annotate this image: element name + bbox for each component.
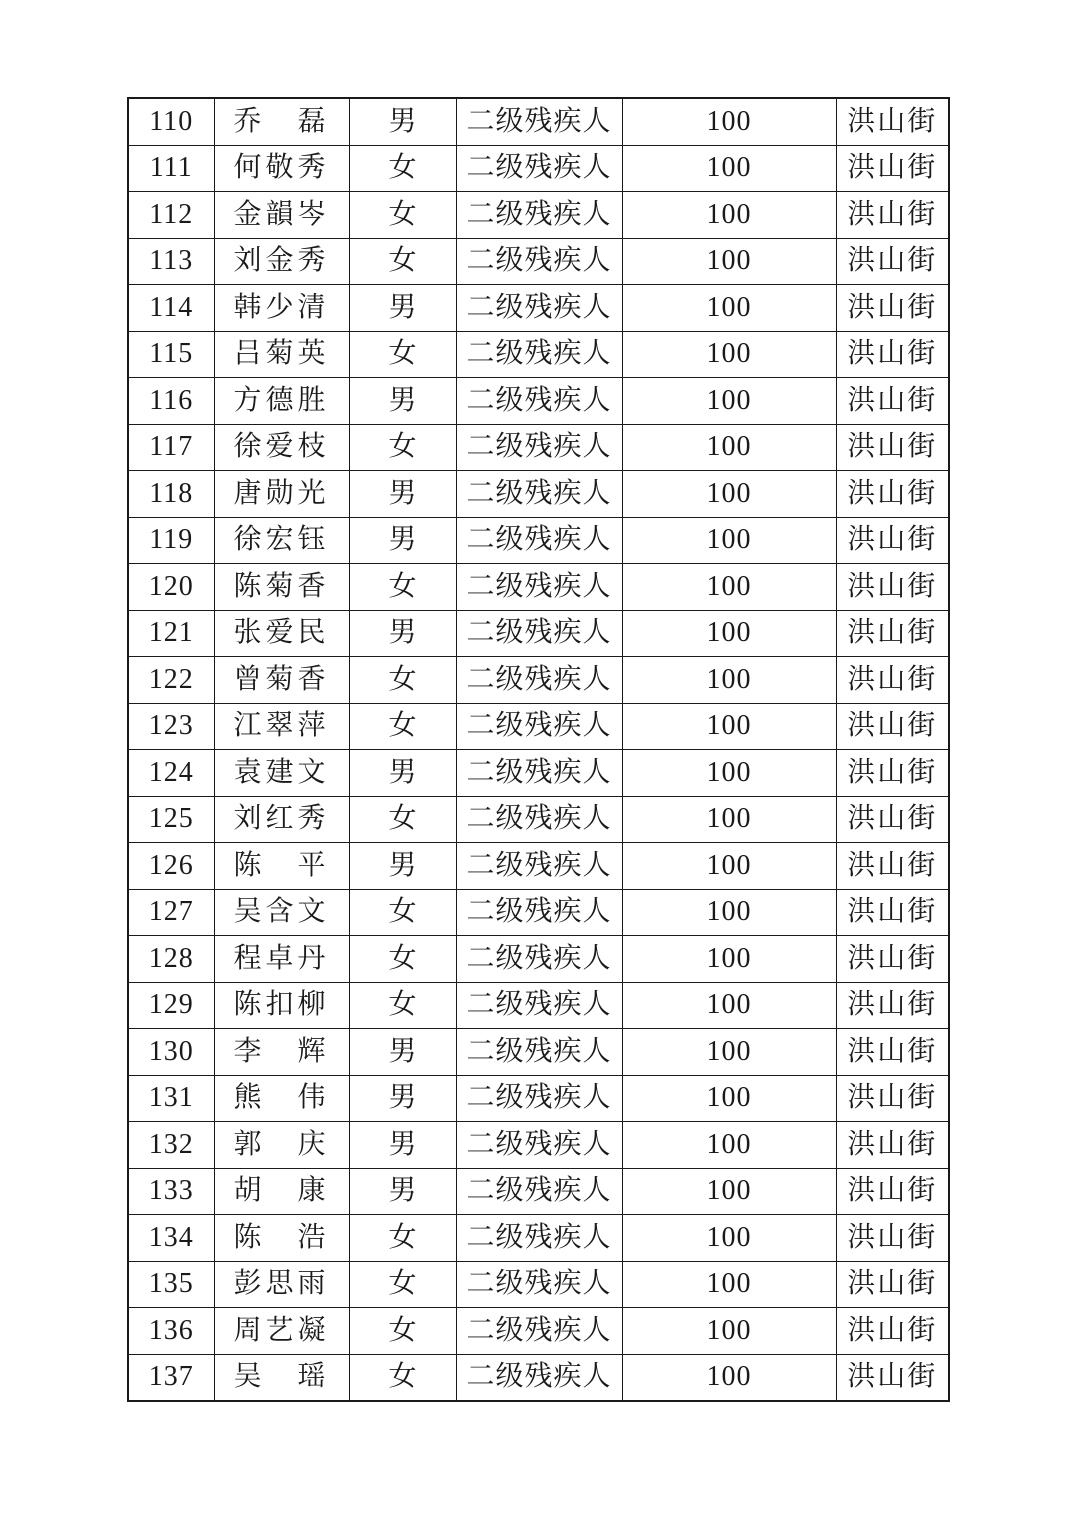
table-row — [128, 703, 949, 750]
table-row — [128, 1122, 949, 1169]
cell-amount: 100 — [622, 192, 836, 239]
cell-category: 二级残疾人 — [456, 378, 622, 425]
cell-amount: 100 — [622, 1122, 836, 1169]
cell-street: 洪山街 — [836, 471, 949, 518]
cell-amount: 100 — [622, 750, 836, 797]
table-row — [128, 1029, 949, 1076]
table-row — [128, 424, 949, 471]
cell-no: 129 — [128, 982, 214, 1029]
cell-no: 128 — [128, 936, 214, 983]
cell-gender: 女 — [349, 936, 456, 983]
table-row — [128, 1168, 949, 1215]
cell-no: 134 — [128, 1215, 214, 1262]
cell-amount: 100 — [622, 982, 836, 1029]
cell-street: 洪山街 — [836, 1261, 949, 1308]
cell-no: 122 — [128, 657, 214, 704]
table-row — [128, 98, 949, 145]
cell-category: 二级残疾人 — [456, 1168, 622, 1215]
table-row — [128, 1308, 949, 1355]
cell-name: 曾菊香 — [214, 657, 349, 704]
cell-category: 二级残疾人 — [456, 982, 622, 1029]
cell-amount: 100 — [622, 331, 836, 378]
cell-name: 刘金秀 — [214, 238, 349, 285]
cell-no: 137 — [128, 1354, 214, 1401]
cell-amount: 100 — [622, 889, 836, 936]
cell-category: 二级残疾人 — [456, 703, 622, 750]
cell-gender: 男 — [349, 1029, 456, 1076]
cell-category: 二级残疾人 — [456, 1075, 622, 1122]
table-row — [128, 1075, 949, 1122]
cell-street: 洪山街 — [836, 982, 949, 1029]
cell-name: 方德胜 — [214, 378, 349, 425]
cell-category: 二级残疾人 — [456, 1354, 622, 1401]
cell-street: 洪山街 — [836, 285, 949, 332]
cell-street: 洪山街 — [836, 1122, 949, 1169]
cell-gender: 女 — [349, 657, 456, 704]
cell-gender: 女 — [349, 145, 456, 192]
cell-category: 二级残疾人 — [456, 285, 622, 332]
cell-name: 陈菊香 — [214, 564, 349, 611]
cell-gender: 女 — [349, 889, 456, 936]
cell-gender: 男 — [349, 843, 456, 890]
cell-name: 乔 磊 — [214, 98, 349, 145]
cell-amount: 100 — [622, 98, 836, 145]
cell-street: 洪山街 — [836, 936, 949, 983]
cell-street: 洪山街 — [836, 192, 949, 239]
cell-category: 二级残疾人 — [456, 750, 622, 797]
cell-category: 二级残疾人 — [456, 98, 622, 145]
table-row — [128, 378, 949, 425]
table-row — [128, 610, 949, 657]
cell-category: 二级残疾人 — [456, 1029, 622, 1076]
cell-category: 二级残疾人 — [456, 889, 622, 936]
cell-street: 洪山街 — [836, 98, 949, 145]
table-row — [128, 331, 949, 378]
cell-amount: 100 — [622, 564, 836, 611]
cell-amount: 100 — [622, 843, 836, 890]
cell-amount: 100 — [622, 285, 836, 332]
cell-street: 洪山街 — [836, 1029, 949, 1076]
cell-amount: 100 — [622, 378, 836, 425]
cell-no: 111 — [128, 145, 214, 192]
cell-no: 132 — [128, 1122, 214, 1169]
cell-no: 110 — [128, 98, 214, 145]
cell-amount: 100 — [622, 796, 836, 843]
cell-no: 118 — [128, 471, 214, 518]
recipients-table — [127, 97, 950, 1402]
table-row — [128, 1215, 949, 1262]
cell-name: 周艺凝 — [214, 1308, 349, 1355]
cell-street: 洪山街 — [836, 1168, 949, 1215]
cell-name: 吕菊英 — [214, 331, 349, 378]
cell-category: 二级残疾人 — [456, 331, 622, 378]
cell-amount: 100 — [622, 1168, 836, 1215]
cell-category: 二级残疾人 — [456, 936, 622, 983]
cell-amount: 100 — [622, 517, 836, 564]
cell-amount: 100 — [622, 1354, 836, 1401]
cell-name: 江翠萍 — [214, 703, 349, 750]
cell-street: 洪山街 — [836, 517, 949, 564]
cell-street: 洪山街 — [836, 1308, 949, 1355]
cell-gender: 女 — [349, 796, 456, 843]
cell-name: 吴 瑶 — [214, 1354, 349, 1401]
cell-no: 120 — [128, 564, 214, 611]
cell-gender: 女 — [349, 192, 456, 239]
table-row — [128, 843, 949, 890]
cell-no: 133 — [128, 1168, 214, 1215]
table-row — [128, 750, 949, 797]
cell-street: 洪山街 — [836, 1075, 949, 1122]
cell-amount: 100 — [622, 936, 836, 983]
cell-no: 131 — [128, 1075, 214, 1122]
cell-gender: 男 — [349, 285, 456, 332]
cell-no: 114 — [128, 285, 214, 332]
cell-no: 124 — [128, 750, 214, 797]
cell-amount: 100 — [622, 1308, 836, 1355]
table-row — [128, 982, 949, 1029]
cell-amount: 100 — [622, 703, 836, 750]
cell-category: 二级残疾人 — [456, 192, 622, 239]
cell-gender: 男 — [349, 610, 456, 657]
cell-no: 130 — [128, 1029, 214, 1076]
cell-amount: 100 — [622, 610, 836, 657]
cell-no: 112 — [128, 192, 214, 239]
cell-category: 二级残疾人 — [456, 424, 622, 471]
recipients-table-body — [128, 98, 949, 1401]
cell-street: 洪山街 — [836, 889, 949, 936]
cell-gender: 女 — [349, 564, 456, 611]
cell-name: 郭 庆 — [214, 1122, 349, 1169]
cell-amount: 100 — [622, 1029, 836, 1076]
cell-gender: 男 — [349, 471, 456, 518]
cell-street: 洪山街 — [836, 750, 949, 797]
cell-no: 115 — [128, 331, 214, 378]
cell-gender: 女 — [349, 703, 456, 750]
cell-street: 洪山街 — [836, 145, 949, 192]
cell-name: 陈 平 — [214, 843, 349, 890]
table-row — [128, 564, 949, 611]
cell-gender: 女 — [349, 331, 456, 378]
cell-name: 程卓丹 — [214, 936, 349, 983]
table-row — [128, 471, 949, 518]
cell-name: 陈扣柳 — [214, 982, 349, 1029]
cell-gender: 女 — [349, 1261, 456, 1308]
cell-gender: 女 — [349, 982, 456, 1029]
table-row — [128, 517, 949, 564]
cell-street: 洪山街 — [836, 1354, 949, 1401]
cell-street: 洪山街 — [836, 796, 949, 843]
cell-gender: 男 — [349, 98, 456, 145]
cell-amount: 100 — [622, 1215, 836, 1262]
cell-category: 二级残疾人 — [456, 471, 622, 518]
cell-name: 袁建文 — [214, 750, 349, 797]
cell-category: 二级残疾人 — [456, 843, 622, 890]
cell-name: 胡 康 — [214, 1168, 349, 1215]
cell-amount: 100 — [622, 238, 836, 285]
table-row — [128, 285, 949, 332]
cell-gender: 女 — [349, 424, 456, 471]
table-row — [128, 192, 949, 239]
cell-name: 张爱民 — [214, 610, 349, 657]
cell-name: 陈 浩 — [214, 1215, 349, 1262]
cell-street: 洪山街 — [836, 1215, 949, 1262]
table-row — [128, 889, 949, 936]
cell-amount: 100 — [622, 1261, 836, 1308]
table-row — [128, 657, 949, 704]
cell-no: 119 — [128, 517, 214, 564]
cell-no: 135 — [128, 1261, 214, 1308]
table-row — [128, 796, 949, 843]
cell-street: 洪山街 — [836, 564, 949, 611]
cell-no: 127 — [128, 889, 214, 936]
cell-street: 洪山街 — [836, 610, 949, 657]
cell-street: 洪山街 — [836, 703, 949, 750]
cell-street: 洪山街 — [836, 843, 949, 890]
cell-category: 二级残疾人 — [456, 610, 622, 657]
cell-name: 刘红秀 — [214, 796, 349, 843]
table-row — [128, 145, 949, 192]
cell-gender: 女 — [349, 1308, 456, 1355]
cell-street: 洪山街 — [836, 331, 949, 378]
cell-name: 徐爱枝 — [214, 424, 349, 471]
cell-category: 二级残疾人 — [456, 657, 622, 704]
cell-no: 117 — [128, 424, 214, 471]
cell-amount: 100 — [622, 145, 836, 192]
cell-no: 125 — [128, 796, 214, 843]
cell-gender: 女 — [349, 1354, 456, 1401]
cell-no: 136 — [128, 1308, 214, 1355]
cell-no: 121 — [128, 610, 214, 657]
cell-name: 唐勋光 — [214, 471, 349, 518]
cell-name: 熊 伟 — [214, 1075, 349, 1122]
cell-no: 113 — [128, 238, 214, 285]
cell-no: 123 — [128, 703, 214, 750]
cell-amount: 100 — [622, 471, 836, 518]
cell-street: 洪山街 — [836, 424, 949, 471]
cell-gender: 男 — [349, 378, 456, 425]
cell-gender: 女 — [349, 1215, 456, 1262]
cell-no: 126 — [128, 843, 214, 890]
cell-name: 徐宏钰 — [214, 517, 349, 564]
cell-street: 洪山街 — [836, 378, 949, 425]
cell-category: 二级残疾人 — [456, 1215, 622, 1262]
cell-amount: 100 — [622, 657, 836, 704]
cell-amount: 100 — [622, 1075, 836, 1122]
cell-name: 韩少清 — [214, 285, 349, 332]
cell-category: 二级残疾人 — [456, 1261, 622, 1308]
cell-category: 二级残疾人 — [456, 564, 622, 611]
cell-name: 何敬秀 — [214, 145, 349, 192]
cell-gender: 男 — [349, 517, 456, 564]
cell-amount: 100 — [622, 424, 836, 471]
cell-gender: 男 — [349, 1122, 456, 1169]
cell-category: 二级残疾人 — [456, 1122, 622, 1169]
cell-name: 金韻岑 — [214, 192, 349, 239]
table-row — [128, 1354, 949, 1401]
cell-category: 二级残疾人 — [456, 796, 622, 843]
cell-category: 二级残疾人 — [456, 145, 622, 192]
cell-category: 二级残疾人 — [456, 1308, 622, 1355]
cell-no: 116 — [128, 378, 214, 425]
cell-street: 洪山街 — [836, 238, 949, 285]
table-row — [128, 238, 949, 285]
cell-name: 李 辉 — [214, 1029, 349, 1076]
cell-name: 吴含文 — [214, 889, 349, 936]
cell-category: 二级残疾人 — [456, 238, 622, 285]
cell-gender: 男 — [349, 1075, 456, 1122]
table-row — [128, 936, 949, 983]
cell-gender: 女 — [349, 238, 456, 285]
cell-gender: 男 — [349, 750, 456, 797]
cell-gender: 男 — [349, 1168, 456, 1215]
table-row — [128, 1261, 949, 1308]
cell-name: 彭思雨 — [214, 1261, 349, 1308]
cell-category: 二级残疾人 — [456, 517, 622, 564]
cell-street: 洪山街 — [836, 657, 949, 704]
